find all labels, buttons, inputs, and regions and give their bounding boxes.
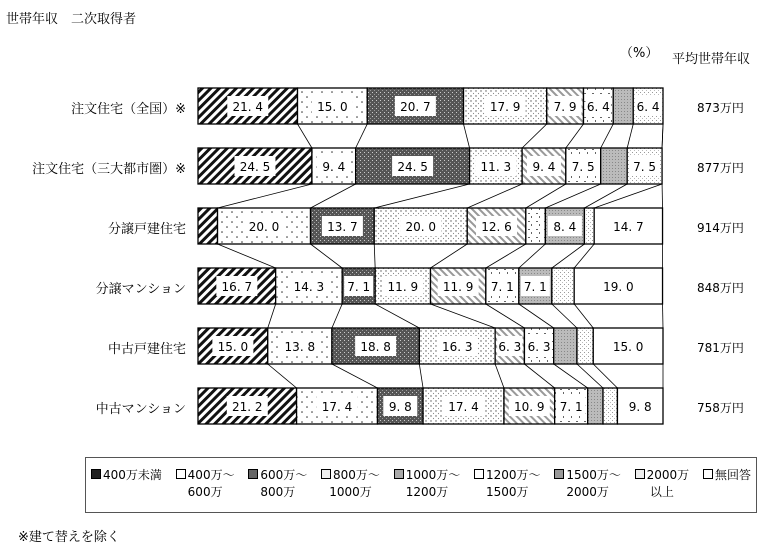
data-label: 16. 3 bbox=[441, 340, 473, 354]
data-label: 14. 3 bbox=[293, 280, 325, 294]
connector-line bbox=[601, 124, 614, 148]
connector-line bbox=[298, 124, 312, 148]
connector-line bbox=[574, 244, 594, 268]
legend-item: 2000万 以上 bbox=[635, 467, 690, 501]
bar-segment bbox=[577, 328, 593, 364]
average-income-header: 平均世帯年収 bbox=[672, 52, 751, 67]
legend-item: 600万～ 800万 bbox=[248, 467, 307, 501]
connector-line bbox=[574, 304, 593, 328]
category-label: 注文住宅（全国）※ bbox=[71, 102, 186, 117]
data-label: 13. 8 bbox=[284, 340, 316, 354]
data-label: 15. 0 bbox=[612, 340, 644, 354]
data-label: 17. 9 bbox=[489, 100, 521, 114]
legend-swatch bbox=[635, 469, 645, 479]
legend-item: 1000万～ 1200万 bbox=[394, 467, 461, 501]
bar-segment bbox=[588, 388, 603, 424]
connector-line bbox=[467, 184, 522, 208]
legend-swatch bbox=[176, 469, 186, 479]
legend-item: 800万～ 1000万 bbox=[321, 467, 380, 501]
connector-line bbox=[419, 364, 423, 388]
bar-segment bbox=[603, 388, 617, 424]
connector-line bbox=[218, 244, 276, 268]
legend bbox=[85, 457, 757, 513]
bar-segment bbox=[601, 148, 628, 184]
unit-label: （%） bbox=[620, 46, 659, 61]
data-label: 20. 0 bbox=[405, 220, 437, 234]
data-label: 19. 0 bbox=[603, 280, 634, 294]
category-label: 注文住宅（三大都市圏）※ bbox=[32, 162, 186, 177]
data-label: 6. 4 bbox=[636, 100, 660, 114]
connector-line bbox=[577, 364, 603, 388]
connector-line bbox=[268, 304, 276, 328]
connector-line bbox=[519, 304, 554, 328]
connector-line bbox=[332, 304, 342, 328]
connector-line bbox=[522, 124, 547, 148]
data-label: 7. 1 bbox=[523, 280, 547, 294]
legend-item: 1500万～ 2000万 bbox=[554, 467, 621, 501]
data-label: 17. 4 bbox=[448, 400, 479, 414]
average-income: 877万円 bbox=[697, 161, 744, 175]
connector-line bbox=[662, 124, 663, 148]
data-label: 20. 0 bbox=[248, 220, 280, 234]
connector-line bbox=[552, 304, 577, 328]
data-label: 8. 4 bbox=[553, 220, 577, 234]
connector-line bbox=[431, 304, 496, 328]
average-income: 781万円 bbox=[697, 341, 744, 355]
connector-line bbox=[519, 244, 546, 268]
average-income: 758万円 bbox=[697, 401, 744, 415]
connector-line bbox=[566, 124, 584, 148]
data-label: 9. 4 bbox=[322, 160, 346, 174]
data-label: 12. 6 bbox=[481, 220, 512, 234]
data-label: 18. 8 bbox=[360, 340, 391, 354]
connector-line bbox=[486, 304, 525, 328]
legend-swatch bbox=[321, 469, 331, 479]
legend-swatch bbox=[474, 469, 484, 479]
data-label: 9. 8 bbox=[628, 400, 652, 414]
data-label: 9. 8 bbox=[388, 400, 412, 414]
legend-swatch bbox=[394, 469, 404, 479]
data-label: 11. 9 bbox=[442, 280, 474, 294]
connector-line bbox=[464, 124, 470, 148]
connector-line bbox=[311, 184, 356, 208]
bar-segment bbox=[198, 208, 218, 244]
legend-swatch bbox=[248, 469, 258, 479]
data-label: 7. 1 bbox=[559, 400, 583, 414]
bar-segment bbox=[552, 268, 574, 304]
connector-line bbox=[374, 184, 469, 208]
footnote: ※建て替えを除く bbox=[18, 530, 120, 545]
legend-item: 1200万～ 1500万 bbox=[474, 467, 541, 501]
data-label: 11. 9 bbox=[387, 280, 419, 294]
connector-line bbox=[627, 124, 633, 148]
connector-line bbox=[356, 124, 368, 148]
data-label: 21. 4 bbox=[232, 100, 264, 114]
connector-line bbox=[554, 364, 588, 388]
connector-line bbox=[594, 184, 662, 208]
data-label: 15. 0 bbox=[317, 100, 348, 114]
data-label: 9. 4 bbox=[532, 160, 556, 174]
chart-title: 世帯年収 二次取得者 bbox=[6, 12, 137, 27]
data-label: 13. 7 bbox=[327, 220, 358, 234]
connector-line bbox=[332, 364, 378, 388]
bar-segment bbox=[613, 88, 633, 124]
data-label: 24. 5 bbox=[239, 160, 271, 174]
bar-segment bbox=[584, 208, 594, 244]
data-label: 20. 7 bbox=[400, 100, 431, 114]
data-label: 6. 4 bbox=[586, 100, 610, 114]
category-label: 中古戸建住宅 bbox=[107, 342, 186, 357]
connector-line bbox=[431, 244, 468, 268]
data-label: 7. 1 bbox=[347, 280, 371, 294]
data-label: 10. 9 bbox=[514, 400, 545, 414]
bar-segment bbox=[526, 208, 546, 244]
connector-line bbox=[311, 244, 343, 268]
average-income: 873万円 bbox=[697, 101, 744, 115]
bar-segment bbox=[554, 328, 577, 364]
category-label: 分譲マンション bbox=[95, 282, 186, 297]
legend-item: 400万未満 bbox=[91, 467, 162, 484]
data-label: 6. 3 bbox=[498, 340, 522, 354]
connector-line bbox=[486, 244, 526, 268]
connector-line bbox=[495, 364, 504, 388]
data-label: 14. 7 bbox=[613, 220, 644, 234]
connector-line bbox=[375, 304, 419, 328]
connector-line bbox=[593, 364, 617, 388]
average-income: 848万円 bbox=[697, 281, 744, 295]
legend-swatch bbox=[703, 469, 713, 479]
data-label: 7. 9 bbox=[553, 100, 577, 114]
data-label: 6. 3 bbox=[527, 340, 551, 354]
data-label: 17. 4 bbox=[321, 400, 353, 414]
data-label: 15. 0 bbox=[217, 340, 249, 354]
category-label: 分譲戸建住宅 bbox=[107, 222, 186, 237]
data-label: 7. 1 bbox=[490, 280, 514, 294]
legend-swatch bbox=[554, 469, 564, 479]
connector-line bbox=[374, 244, 375, 268]
connector-line bbox=[526, 184, 566, 208]
connector-line bbox=[584, 184, 627, 208]
data-label: 7. 5 bbox=[571, 160, 595, 174]
category-label: 中古マンション bbox=[95, 402, 186, 417]
data-label: 7. 5 bbox=[633, 160, 657, 174]
data-label: 21. 2 bbox=[232, 400, 263, 414]
average-income: 914万円 bbox=[697, 221, 744, 235]
connector-line bbox=[552, 244, 585, 268]
connector-line bbox=[524, 364, 554, 388]
legend-item: 400万～ 600万 bbox=[176, 467, 235, 501]
legend-swatch bbox=[91, 469, 101, 479]
connector-line bbox=[545, 184, 600, 208]
data-label: 16. 7 bbox=[221, 280, 253, 294]
legend-item: 無回答 bbox=[703, 467, 751, 484]
data-label: 11. 3 bbox=[480, 160, 512, 174]
connector-line bbox=[218, 184, 312, 208]
data-label: 24. 5 bbox=[397, 160, 428, 174]
connector-line bbox=[268, 364, 297, 388]
